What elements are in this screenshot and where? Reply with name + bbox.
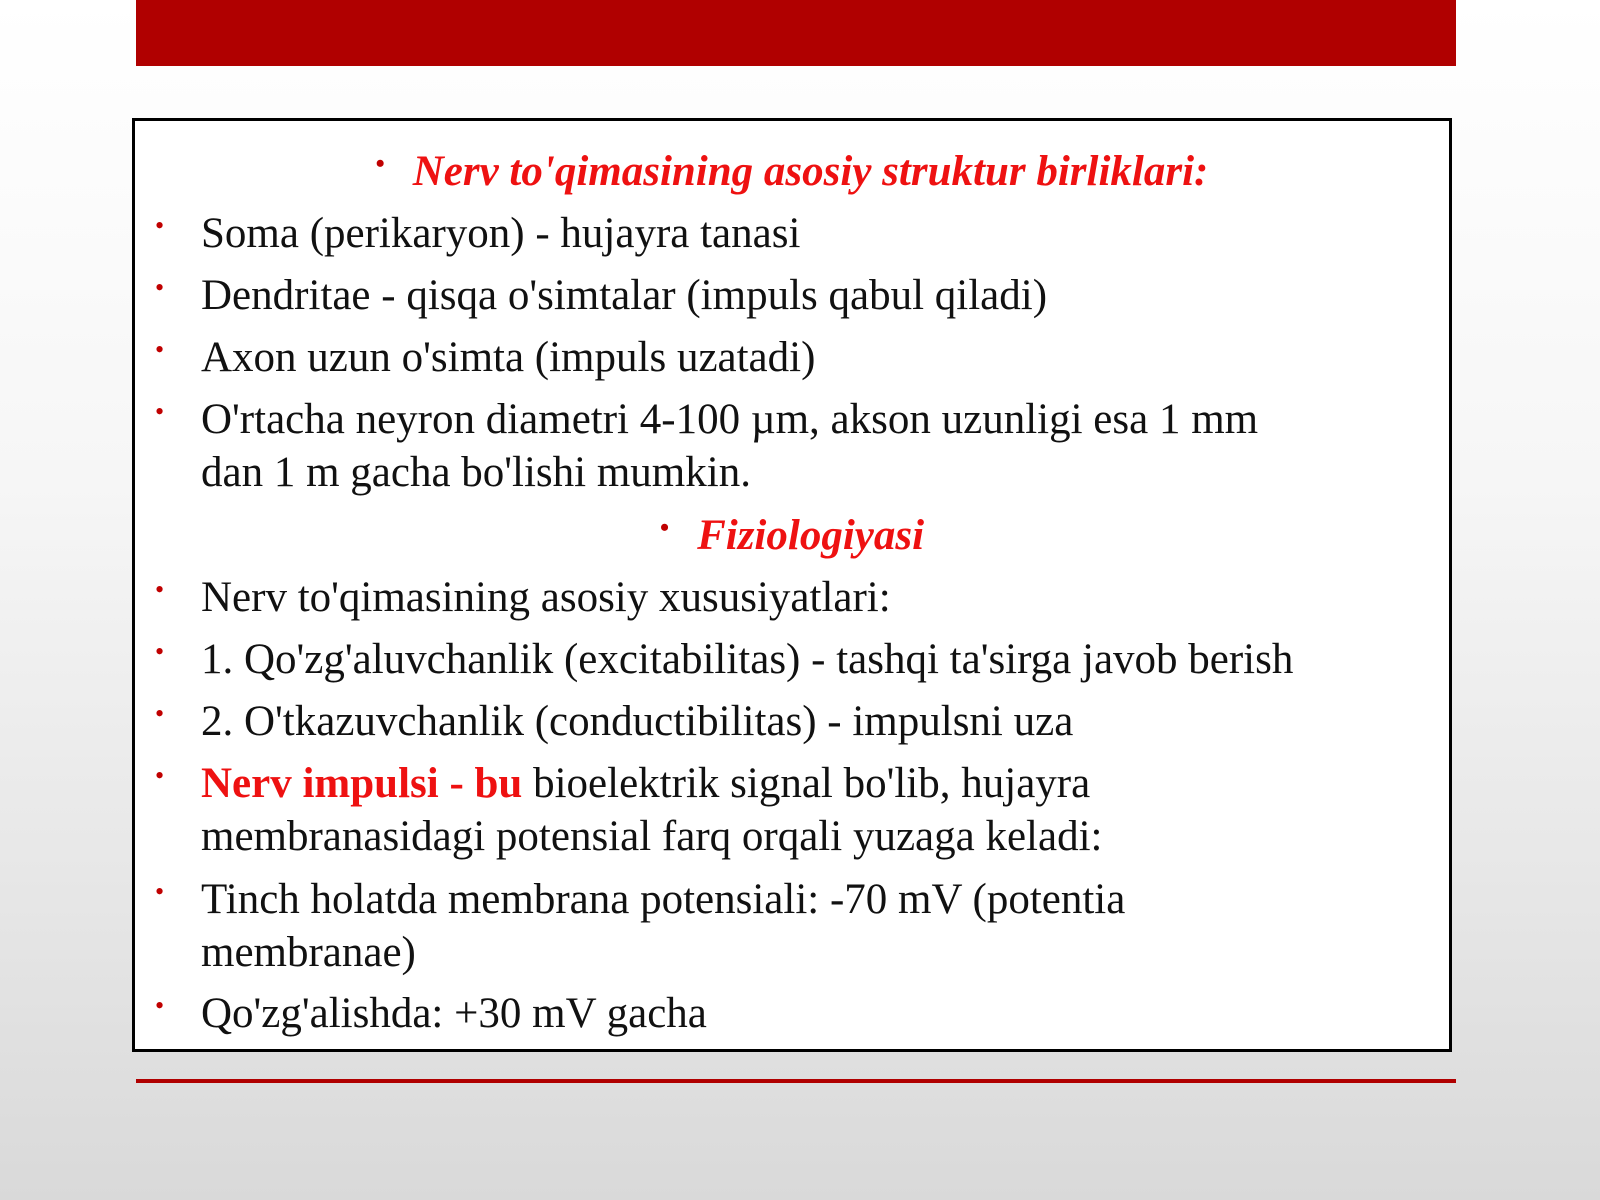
bullet-dot: •	[155, 397, 165, 426]
list-item-text-continued: membranae)	[201, 929, 416, 976]
bullet-dot: •	[155, 575, 165, 604]
list-item-text: O'rtacha neyron diametri 4-100 µm, akson uzunligi esa 1 mm	[201, 396, 1259, 443]
impulse-text-continued: membranasidagi potensial farq orqali yuzaga keladi:	[201, 813, 1103, 860]
bullet-dot: •	[155, 991, 165, 1020]
list-item-text: Tinch holatda membrana potensiali: -70 mV (potentia	[201, 876, 1126, 923]
bullet-dot: •	[155, 273, 165, 302]
content-box	[132, 118, 1452, 1052]
list-item-nerve-impulse	[155, 757, 1431, 863]
title-bar	[136, 0, 1456, 66]
list-item-text: 1. Qo'zg'aluvchanlik (excitabilitas) - tashqi ta'sirga javob berish	[201, 636, 1294, 683]
bullet-dot: •	[155, 335, 165, 364]
bullet-dot: •	[155, 637, 165, 666]
bullet-dot: •	[155, 211, 165, 240]
list-item-soma	[155, 207, 1431, 260]
list-item-conductivity	[155, 695, 1431, 748]
list-item-text: Nerv to'qimasining asosiy xususiyatlari:	[201, 574, 891, 621]
list-item-text: 2. O'tkazuvchanlik (conductibilitas) - impulsni uza	[201, 698, 1074, 745]
bullet-dot: •	[659, 513, 670, 542]
list-item-text: Dendritae - qisqa o'simtalar (impuls qabul qiladi)	[201, 272, 1048, 319]
bottom-divider	[136, 1079, 1456, 1083]
impulse-text: bioelektrik signal bo'lib, hujayra	[522, 760, 1091, 807]
list-item-text-continued: dan 1 m gacha bo'lishi mumkin.	[201, 449, 751, 496]
list-item-text: Axon uzun o'simta (impuls uzatadi)	[201, 334, 816, 381]
list-item-properties	[155, 571, 1431, 624]
heading-structure-text: Nerv to'qimasining asosiy struktur birliklari:	[412, 148, 1209, 195]
heading-structure	[135, 145, 1449, 198]
bullet-dot: •	[155, 699, 165, 728]
list-item-text: Qo'zg'alishda: +30 mV gacha	[201, 990, 707, 1037]
impulse-highlight: Nerv impulsi - bu	[201, 760, 523, 807]
bullet-dot: •	[155, 761, 165, 790]
bullet-dot: •	[155, 877, 165, 906]
list-item-text: Soma (perikaryon) - hujayra tanasi	[201, 210, 801, 257]
list-item-excitation	[155, 987, 1431, 1040]
list-item-resting-potential	[155, 873, 1431, 979]
list-item-dendritae	[155, 269, 1431, 322]
heading-physiology-text: Fiziologiyasi	[697, 512, 925, 559]
list-item-axon	[155, 331, 1431, 384]
list-item-diameter	[155, 393, 1431, 499]
list-item-excitability	[155, 633, 1431, 686]
bullet-dot: •	[375, 149, 385, 178]
heading-physiology	[135, 509, 1449, 562]
